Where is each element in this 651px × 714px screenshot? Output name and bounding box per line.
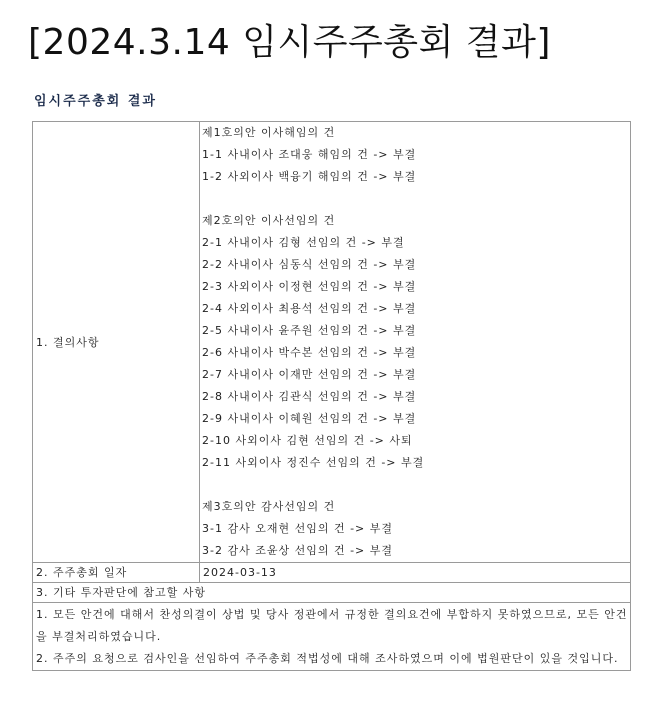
agenda-3-title: 제3호의안 감사선임의 건 <box>202 500 336 513</box>
agenda-item: 1-1 사내이사 조대웅 해임의 건 -> 부결 <box>202 148 417 161</box>
meeting-date-value: 2024-03-13 <box>200 563 631 583</box>
notes-cell <box>33 603 631 671</box>
agenda-item: 2-1 사내이사 김형 선임의 건 -> 부결 <box>202 236 405 249</box>
resolutions-row <box>33 122 631 563</box>
spacer <box>202 188 630 210</box>
agenda-item: 2-7 사내이사 이재만 선임의 건 -> 부결 <box>202 368 417 381</box>
agenda-item: 3-1 감사 오재현 선임의 건 -> 부결 <box>202 522 394 535</box>
agenda-item: 2-9 사내이사 이혜원 선임의 건 -> 부결 <box>202 412 417 425</box>
agenda-item: 2-4 사외이사 최용석 선임의 건 -> 부결 <box>202 302 417 315</box>
results-table <box>32 121 631 671</box>
other-info-row <box>33 583 631 603</box>
notes-row <box>33 603 631 671</box>
agenda-item: 2-6 사내이사 박수본 선임의 건 -> 부결 <box>202 346 417 359</box>
note-paragraph: 1. 모든 안건에 대해서 찬성의결이 상법 및 당사 정관에서 규정한 결의요건에 부합하지 못하였으므로, 모든 안건을 부결처리하였습니다. <box>36 608 628 643</box>
agenda-2-title: 제2호의안 이사선임의 건 <box>202 214 336 227</box>
agenda-item: 2-3 사외이사 이정현 선임의 건 -> 부결 <box>202 280 417 293</box>
spacer <box>202 474 630 496</box>
agenda-item: 2-11 사외이사 정진수 선임의 건 -> 부결 <box>202 456 425 469</box>
other-info-label: 3. 기타 투자판단에 참고할 사항 <box>33 583 631 603</box>
agenda-item: 2-5 사내이사 윤주원 선임의 건 -> 부결 <box>202 324 417 337</box>
agenda-item: 1-2 사외이사 백융기 해임의 건 -> 부결 <box>202 170 417 183</box>
section-title: 임시주주총회 결과 <box>34 94 157 109</box>
note-paragraph: 2. 주주의 요청으로 검사인을 선임하여 주주총회 적법성에 대해 조사하였으며 이에 법원판단이 있을 것입니다. <box>36 652 619 665</box>
meeting-date-label: 2. 주주총회 일자 <box>33 563 200 583</box>
agenda-1-title: 제1호의안 이사해임의 건 <box>202 126 336 139</box>
resolutions-content <box>200 122 631 563</box>
agenda-item: 2-10 사외이사 김현 선임의 건 -> 사퇴 <box>202 434 413 447</box>
resolutions-label: 1. 결의사항 <box>33 122 200 563</box>
agenda-item: 3-2 감사 조윤상 선임의 건 -> 부결 <box>202 544 394 557</box>
meeting-date-row <box>33 563 631 583</box>
agenda-item: 2-8 사내이사 김관식 선임의 건 -> 부결 <box>202 390 417 403</box>
page-heading: [2024.3.14 임시주주총회 결과] <box>28 22 551 63</box>
agenda-item: 2-2 사내이사 심동식 선임의 건 -> 부결 <box>202 258 417 271</box>
